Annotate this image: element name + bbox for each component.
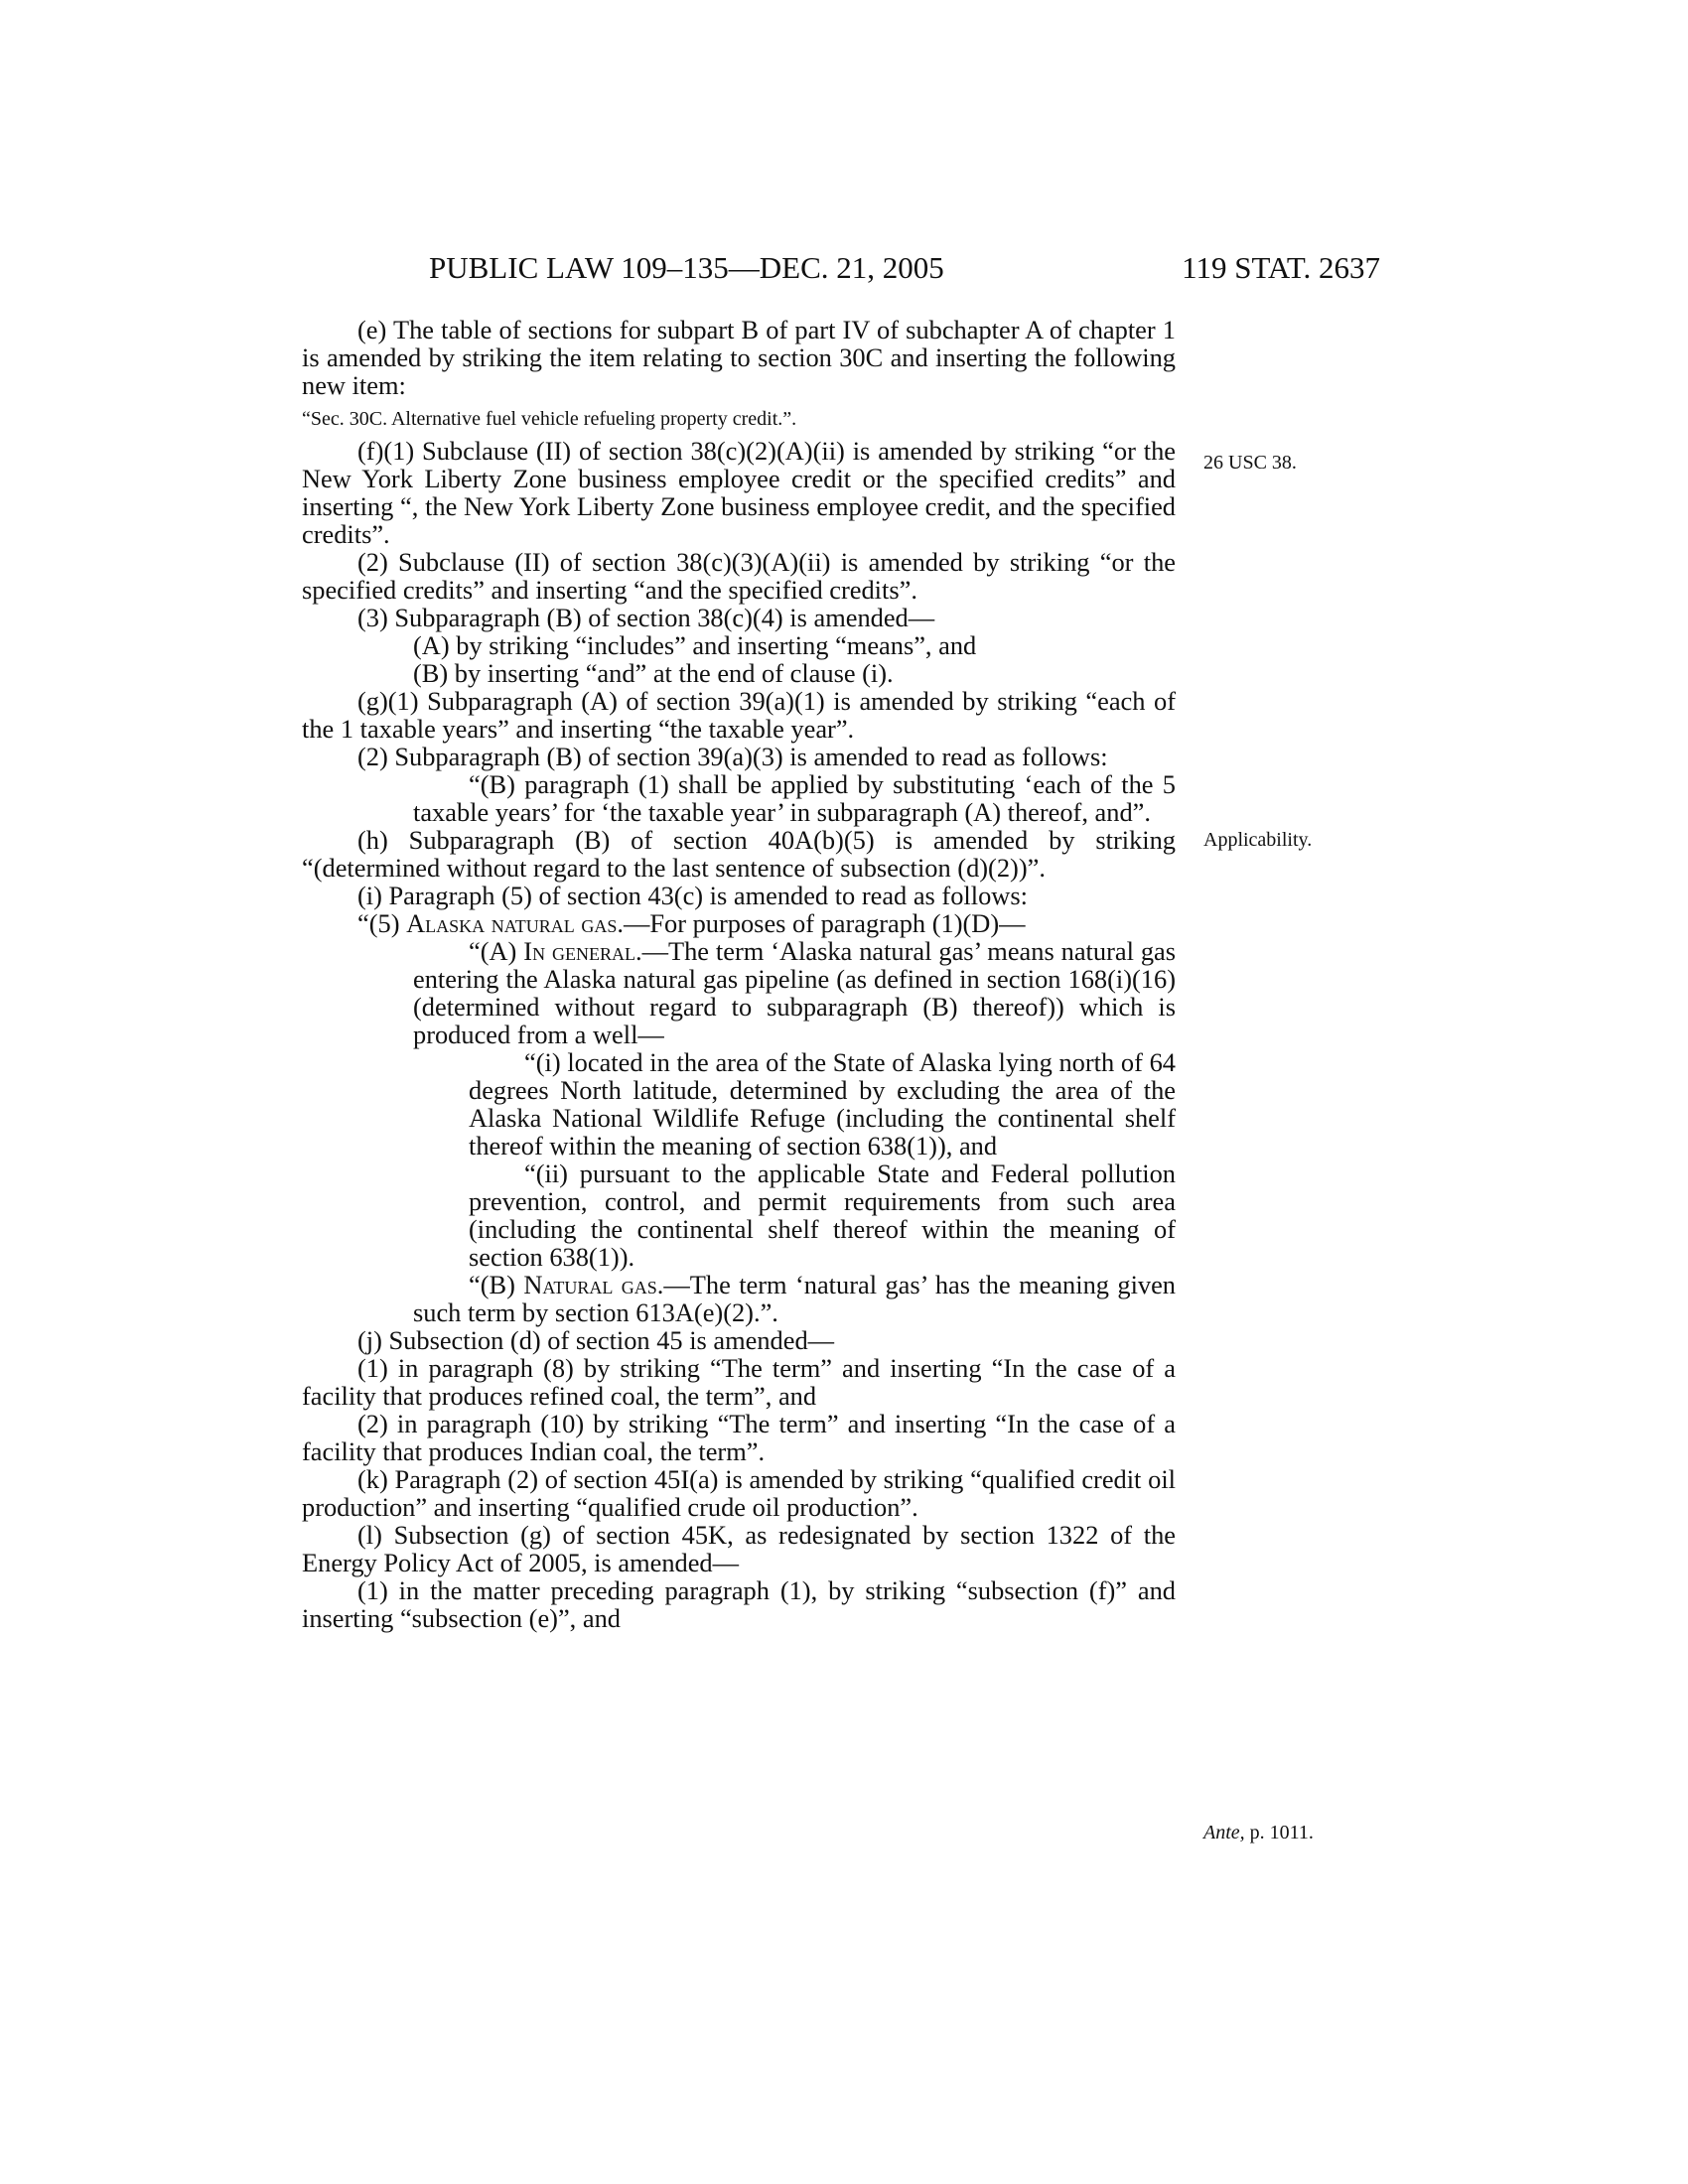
quoted-subparagraph-a-heading: In general <box>523 936 635 966</box>
margin-note-usc: 26 USC 38. <box>1203 452 1297 474</box>
paragraph-i: (i) Paragraph (5) of section 43(c) is amended to read as follows: <box>357 881 1028 910</box>
margin-note-ante-page: p. 1011. <box>1244 1822 1314 1843</box>
quoted-paragraph-5-text: .—For purposes of paragraph (1)(D)— <box>617 908 1026 938</box>
document-body <box>302 316 1176 1632</box>
paragraph-f3: (3) Subparagraph (B) of section 38(c)(4) is amended— <box>357 603 935 632</box>
paragraph-g2: (2) Subparagraph (B) of section 39(a)(3) is amended to read as follows: <box>357 742 1108 771</box>
paragraph-l1: (1) in the matter preceding paragraph (1), by striking “subsection (f)” and inserting “subsection (e)”, and <box>302 1575 1176 1633</box>
paragraph-j1: (1) in paragraph (8) by striking “The term” and inserting “In the case of a facility that produces refined coal, the term”, and <box>302 1353 1176 1411</box>
quoted-subparagraph-b <box>302 1271 1176 1326</box>
paragraph-j2: (2) in paragraph (10) by striking “The term” and inserting “In the case of a facility that produces Indian coal, the term”. <box>302 1409 1176 1466</box>
paragraph-f1: (f)(1) Subclause (II) of section 38(c)(2)(A)(ii) is amended by striking “or the New York Liberty Zone business employee credit or the specified credits” and inserting “, the New York Liberty Zone business employee credit, and the specified credits”. <box>302 436 1176 549</box>
paragraph-h: (h) Subparagraph (B) of section 40A(b)(5) is amended by striking “(determined without regard to the last sentence of subsection (d)(2))”. <box>302 825 1176 883</box>
quoted-subparagraph-a-text: .—The term ‘Alaska natural gas’ means natural gas entering the Alaska natural gas pipeline (as defined in section 168(i)(16) (determined without regard to subparagraph (B) thereof)) which is produced from a well— <box>413 936 1177 1049</box>
paragraph-f2: (2) Subclause (II) of section 38(c)(3)(A)(ii) is amended by striking “or the specified credits” and inserting “and the specified credits”. <box>302 547 1176 605</box>
table-item-sec-30c: “Sec. 30C. Alternative fuel vehicle refueling property credit.”. <box>302 408 797 430</box>
header-citation: PUBLIC LAW 109–135—DEC. 21, 2005 <box>429 250 944 285</box>
quoted-paragraph-5-heading: Alaska natural gas <box>406 908 618 938</box>
paragraph-k: (k) Paragraph (2) of section 45I(a) is amended by striking “qualified credit oil production” and inserting “qualified crude oil production”. <box>302 1464 1176 1522</box>
quoted-subparagraph-b-heading: Natural gas <box>523 1270 657 1299</box>
paragraph-g1: (g)(1) Subparagraph (A) of section 39(a)(1) is amended by striking “each of the 1 taxable years” and inserting “the taxable year”. <box>302 686 1176 744</box>
quoted-paragraph-5 <box>302 909 1176 937</box>
quoted-subparagraph-a <box>302 937 1176 1048</box>
paragraph-j: (j) Subsection (d) of section 45 is amended— <box>357 1325 835 1355</box>
quoted-clause-i: “(i) located in the area of the State of Alaska lying north of 64 degrees North latitude, determined by excluding the area of the Alaska National Wildlife Refuge (including the continental shelf thereof within the meaning of section 638(1)), and <box>469 1047 1176 1160</box>
margin-note-applicability: Applicability. <box>1203 829 1313 851</box>
margin-note-ante-italic: Ante, <box>1203 1822 1245 1843</box>
quoted-subparagraph-a-number: “(A) <box>469 936 524 966</box>
page-header <box>429 248 1380 288</box>
paragraph-f3a: (A) by striking “includes” and inserting “means”, and <box>413 630 977 660</box>
margin-note-ante <box>1203 1819 1314 1846</box>
paragraph-e: (e) The table of sections for subpart B of part IV of subchapter A of chapter 1 is amended by striking the item relating to section 30C and inserting the following new item: <box>302 315 1176 400</box>
header-page-number: 119 STAT. 2637 <box>1182 250 1380 285</box>
quoted-subparagraph-b-number: “(B) <box>469 1270 524 1299</box>
quoted-clause-ii: “(ii) pursuant to the applicable State and Federal pollution prevention, control, and permit requirements from such area (including the continental shelf thereof within the meaning of section 638(1)). <box>469 1159 1176 1272</box>
paragraph-f3b: (B) by inserting “and” at the end of clause (i). <box>413 658 894 688</box>
quoted-subparagraph-b-text: .—The term ‘natural gas’ has the meaning given such term by section 613A(e)(2).”. <box>413 1270 1177 1327</box>
paragraph-l: (l) Subsection (g) of section 45K, as redesignated by section 1322 of the Energy Policy Act of 2005, is amended— <box>302 1520 1176 1577</box>
quoted-paragraph-5-number: “(5) <box>357 908 407 938</box>
quoted-paragraph-b: “(B) paragraph (1) shall be applied by substituting ‘each of the 5 taxable years’ for ‘the taxable year’ in subparagraph (A) thereof, and”. <box>413 769 1176 827</box>
